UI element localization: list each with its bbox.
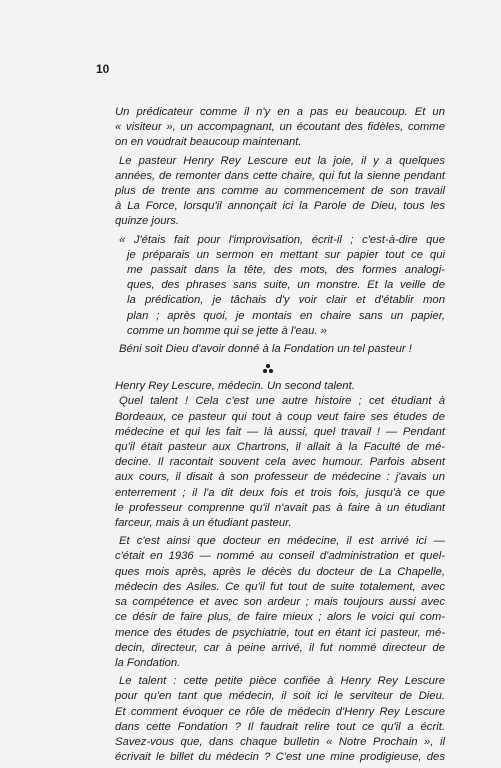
text-line: aux cours, il disait à son professeur de médecine : j'avais un (115, 471, 445, 484)
text-line: mence des études de psychiatrie, tout en étant ici pasteur, mé- (115, 626, 445, 639)
text-line: Béni soit Dieu d'avoir donné à la Fondation un tel pasteur ! (119, 343, 412, 356)
text-line: à La Force, lorsqu'il annonçait ici la Parole de Dieu, tous les (115, 200, 445, 213)
text-line: farceur, mais à un étudiant pasteur. (115, 517, 292, 530)
text-line: je préparais un sermon en mettant sur papier tout ce qui (127, 248, 445, 261)
text-line: pour qu'en tant que médecin, il soit ici le serviteur de Dieu. (115, 690, 445, 703)
paragraph-8 (115, 674, 445, 765)
text-line: « J'étais fait pour l'improvisation, écrit-il ; c'est-à-dire que (119, 233, 445, 246)
paragraph-2 (115, 154, 445, 230)
body-text (115, 105, 445, 765)
paragraph-7 (115, 534, 445, 671)
text-line: Le talent : cette petite pièce confiée à Henry Rey Lescure (119, 675, 445, 688)
text-line: Le pasteur Henry Rey Lescure eut la joie, il y a quelques (119, 154, 445, 167)
text-line: ques mois après, après le décès du docteur de La Chapelle, (115, 565, 445, 578)
ornament-dot (266, 364, 270, 368)
text-line: ce désir de faire plus, de faire mieux ; alors le voici qui com- (115, 611, 445, 624)
text-line: écrivait le billet du médecin ? C'est une mine prodigieuse, des (115, 751, 445, 764)
text-line: on en voudrait beaucoup maintenant. (115, 136, 302, 149)
text-line: Et c'est ainsi que docteur en médecine, il est arrivé ici — (119, 535, 445, 548)
paragraph-5 (115, 379, 445, 394)
text-line: Henry Rey Lescure, médecin. Un second talent. (115, 380, 355, 393)
paragraph-6 (115, 394, 445, 531)
ornament-dot (269, 369, 273, 373)
text-line: dans cette Fondation ? Il faudrait relire tout ce qu'il a écrit. (115, 720, 445, 733)
text-line: decin, directeur, car à peine arrivé, il fut nommé directeur de (115, 641, 445, 654)
text-line: Quel talent ! Cela c'est une autre histoire ; cet étudiant à (119, 395, 445, 408)
text-line: médecin des Asiles. Ce qu'il fut tout de suite totalement, avec (115, 580, 445, 593)
page-number: 10 (96, 62, 110, 76)
text-line: médecine et qui les fait — là aussi, quel travail ! — Pendant (115, 425, 445, 438)
text-line: enterrement ; il l'a dit deux fois et trois fois, jusqu'à ce que (115, 486, 445, 499)
text-line: plus de trente ans comme au commencement de son travail (115, 185, 445, 198)
text-line: ques, des phrases sans suite, un monstre. Et la veille de (127, 279, 445, 292)
text-line: decine. Il racontait souvent cela avec humour. Parfois absent (115, 456, 445, 469)
text-line: c'était en 1936 — nommé au conseil d'administration et quel- (115, 550, 445, 563)
text-line: Un prédicateur comme il n'y en a pas eu beaucoup. Et un (115, 106, 445, 118)
ornament-dot (263, 369, 267, 373)
text-line: années, de remonter dans cette chaire, qui fut la sienne pendant (115, 169, 445, 182)
text-line: « visiteur », un accompagnant, un écoutant des fidèles, comme (115, 121, 445, 134)
text-line: la prédication, je tâchais d'y voir clair et d'établir mon (127, 294, 445, 307)
text-line: Bordeaux, ce pasteur qui tout à coup veut faire ses études de (115, 410, 445, 423)
text-line: qu'il était pasteur aux Chartrons, il allait à la Faculté de mé- (115, 441, 445, 454)
section-ornament (115, 357, 445, 379)
text-line: comme un homme qui se jette à l'eau. » (127, 324, 327, 337)
text-line: le professeur comprenne qu'il n'avait pas à faire à un étudiant (115, 501, 445, 514)
text-line: la Fondation. (115, 656, 181, 669)
text-line: me passait dans la tête, des mots, des formes analogi- (127, 264, 445, 277)
paragraph-1 (115, 105, 445, 151)
text-line: quinze jours. (115, 215, 180, 228)
text-line: Et comment évoquer ce rôle de médecin d'Henry Rey Lescure (115, 705, 445, 718)
paragraph-4 (115, 342, 445, 357)
text-line: sa compétence et avec son ardeur ; mais toujours aussi avec (115, 596, 445, 609)
text-line: plan ; après quoi, je montais en chaire sans un papier, (127, 309, 445, 322)
quote-paragraph (115, 233, 445, 339)
text-line: Savez-vous que, dans chaque bulletin « Notre Prochain », il (115, 735, 445, 748)
